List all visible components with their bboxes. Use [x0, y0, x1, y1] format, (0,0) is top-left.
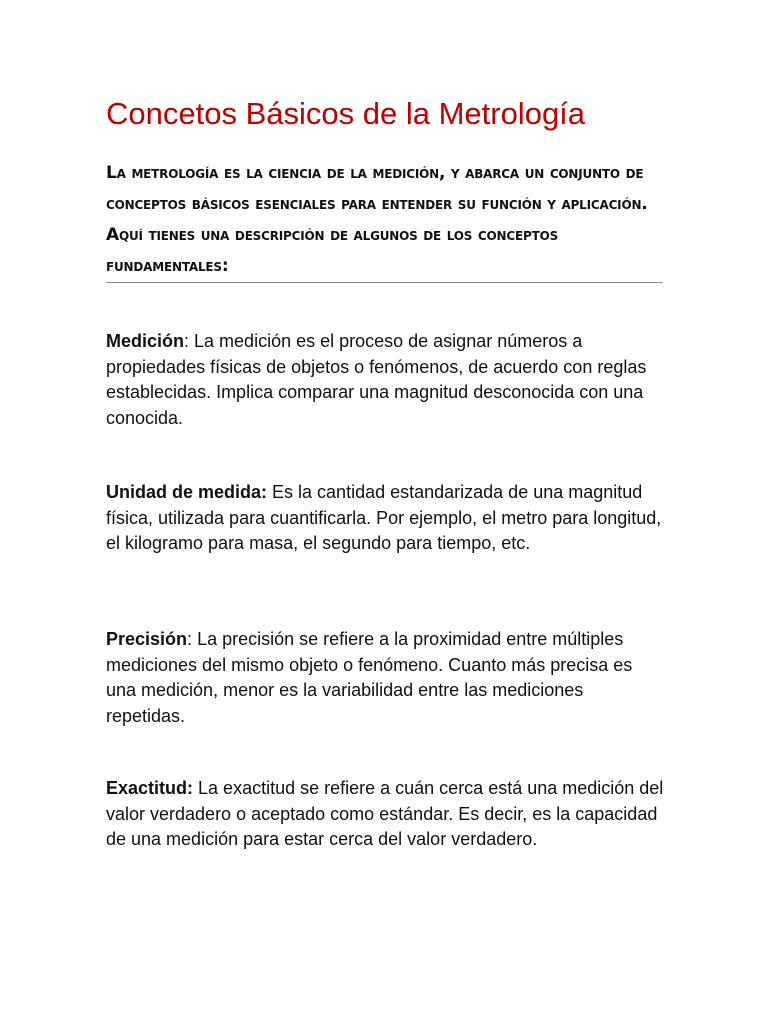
- concept-term: Precisión: [106, 629, 188, 649]
- concept-exactitud: [106, 776, 666, 853]
- concept-definition: La exactitud se refiere a cuán cerca está una medición del valor verdadero o aceptado como estándar. Es decir, es la capacidad de una medición para estar cerca del valor verdadero.: [106, 778, 664, 849]
- concept-definition: La precisión se refiere a la proximidad entre múltiples mediciones del mismo objeto o fenómeno. Cuanto más precisa es una medición, menor es la variabilidad entre las mediciones repetidas.: [106, 629, 633, 726]
- concept-medicion: [106, 329, 666, 431]
- concept-term: Unidad de medida:: [106, 482, 268, 502]
- concept-definition: Es la cantidad estandarizada de una magnitud física, utilizada para cuantificarla. Por ejemplo, el metro para longitud, el kilogramo para masa, el segundo para tiempo, etc.: [106, 482, 662, 553]
- concept-definition: La medición es el proceso de asignar números a propiedades físicas de objetos o fenómenos, de acuerdo con reglas establecidas. Implica comparar una magnitud desconocida con una conocida.: [106, 331, 647, 428]
- document-title: Concetos Básicos de la Metrología: [106, 96, 586, 131]
- concept-term: Exactitud:: [106, 778, 194, 798]
- concept-precision: [106, 627, 666, 729]
- concept-separator: :: [184, 331, 195, 351]
- intro-paragraph: La metrología es la ciencia de la medición, y abarca un conjunto de conceptos básicos esenciales para entender su función y aplicación. Aquí tienes una descripción de algunos de los conceptos fundamentales:: [106, 163, 648, 276]
- concept-unidad-de-medida: [106, 480, 666, 557]
- concept-separator: :: [187, 629, 198, 649]
- concept-term: Medición: [106, 331, 185, 351]
- intro-divider: [106, 282, 663, 283]
